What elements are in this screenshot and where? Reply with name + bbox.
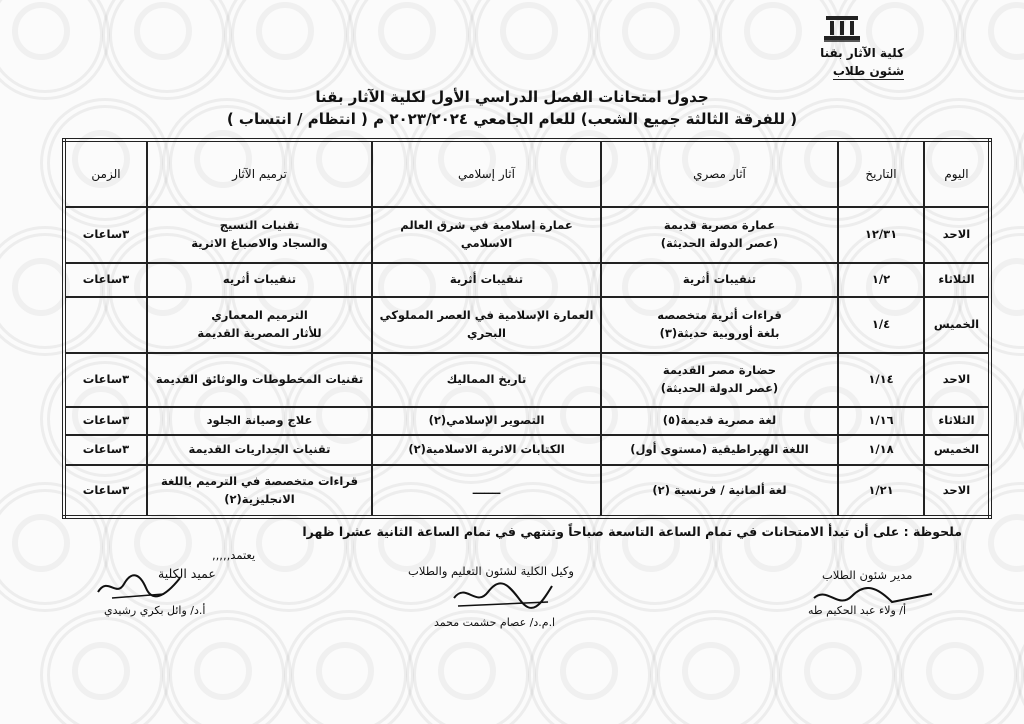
table-row [64, 353, 990, 407]
islamic-archaeology-cell [372, 435, 601, 465]
restoration-cell [147, 465, 372, 517]
duration-cell [64, 207, 147, 263]
watermark-seal [162, 610, 292, 724]
cell-text-line: ١/٢١ [868, 482, 894, 497]
table-row [64, 207, 990, 263]
page-title: جدول امتحانات الفصل الدراسي الأول لكلية الآثار بقنا [315, 88, 709, 106]
page-subtitle: ( للفرقة الثالثة جميع الشعب) للعام الجامعي ٢٠٢٣/٢٠٢٤ م ( انتظام / انتساب ) [226, 110, 798, 128]
exam-note: ملحوظة : على أن تبدأ الامتحانات في تمام الساعة التاسعة صباحاً وتنتهي في تمام الساعة الثانية عشرا ظهرا [302, 524, 962, 539]
vice-dean-title: وكيل الكلية لشئون التعليم والطلاب [408, 564, 574, 578]
watermark-seal [224, 0, 354, 100]
watermark-seal [590, 0, 720, 100]
cell-text-line: والسجاد والاصباغ الاثرية [191, 236, 328, 250]
date-cell [838, 465, 924, 517]
cell-text-line: قراءات متخصصة في الترميم باللغة [161, 473, 358, 488]
watermark-seal [284, 610, 414, 724]
cell-text-line: علاج وصيانة الجلود [206, 413, 313, 428]
cell-text-line: الاحد [942, 227, 971, 242]
watermark-seal [1016, 354, 1024, 484]
duration-cell [64, 435, 147, 465]
cell-text-line: عمارة إسلامية في شرق العالم الاسلامي [400, 218, 573, 250]
table-row [64, 263, 990, 297]
cell-text-line: تنقيبات أثرية [449, 272, 524, 287]
watermark-seal [102, 0, 232, 100]
cell-text-line: الاحد [942, 482, 971, 497]
islamic-archaeology-cell [372, 297, 601, 353]
manager-title: مدير شئون الطلاب [822, 568, 913, 582]
cell-text-line: العمارة الإسلامية في العصر المملوكي [379, 308, 594, 323]
restoration-cell [147, 407, 372, 435]
cell-text-line: ٣ساعات [82, 372, 130, 387]
cell-text-line: اللغة الهيراطيقية (مستوى أول) [630, 442, 809, 457]
day-cell [924, 353, 990, 407]
department-name: شئون طلاب [832, 64, 904, 78]
cell-text-line: تنقيبات أثريه [222, 272, 297, 287]
table-row [64, 465, 990, 517]
date-cell [838, 353, 924, 407]
cell-text-line: للأثار المصرية القديمة [197, 326, 322, 340]
cell-text-line: حضارة مصر القديمة [662, 363, 777, 378]
watermark-seal [468, 0, 598, 100]
cell-text-line: تنقيبات أثرية [682, 272, 757, 287]
cell-text-line: الثلاثاء [938, 272, 975, 287]
egyptian-archaeology-cell [601, 263, 838, 297]
cell-text-line: ١/٢ [871, 272, 891, 287]
cell-text-line: ١/٤ [871, 317, 891, 332]
restoration-cell [147, 207, 372, 263]
cell-text-line: الخميس [933, 317, 980, 332]
cell-text-line: الانجليزية(٢) [224, 491, 295, 506]
vice-dean-signature [448, 578, 558, 612]
islamic-archaeology-cell [372, 465, 601, 517]
watermark-seal [772, 610, 902, 724]
egyptian-archaeology-cell [601, 435, 838, 465]
faculty-logo [820, 14, 864, 44]
date-cell [838, 263, 924, 297]
table-body [64, 207, 990, 517]
watermark-seal [346, 0, 476, 100]
cell-text-line: عمارة مصرية قديمة [663, 218, 776, 233]
cell-text-line: ١٢/٣١ [864, 227, 898, 242]
cell-text-line: تقنيات النسيج [219, 218, 300, 233]
watermark-seal [0, 0, 110, 100]
cell-text-line: الخميس [933, 442, 980, 457]
cell-text-line: ٣ساعات [82, 442, 130, 457]
cell-text-line: ٣ساعات [82, 482, 130, 497]
exam-schedule-table [62, 138, 992, 519]
cell-text-line: البحري [467, 326, 506, 340]
cell-text-line: بلغة أوروبية حديثة(٣) [659, 326, 780, 340]
cell-text-line: تاريخ المماليك [446, 372, 527, 387]
cell-text-line: ٣ساعات [82, 413, 130, 428]
duration-cell [64, 353, 147, 407]
column-header-restoration: ترميم الآثار [147, 140, 372, 207]
day-cell [924, 263, 990, 297]
islamic-archaeology-cell [372, 207, 601, 263]
egyptian-archaeology-cell [601, 465, 838, 517]
duration-cell [64, 465, 147, 517]
date-cell [838, 407, 924, 435]
faculty-name: كلية الآثار بقنا [820, 46, 904, 60]
cell-text-line: تقنيات الجداريات القديمة [188, 442, 331, 457]
duration-cell [64, 263, 147, 297]
duration-cell [64, 297, 147, 353]
duration-cell [64, 407, 147, 435]
cell-text-line: التصوير الإسلامي(٢) [428, 413, 545, 428]
cell-text-line: الترميم المعماري [211, 308, 308, 323]
cell-text-line: لغة ألمانية / فرنسية (٢) [652, 482, 787, 497]
islamic-archaeology-cell [372, 407, 601, 435]
dean-title: عميد الكلية [158, 566, 216, 581]
column-header-duration: الزمن [64, 140, 147, 207]
cell-text-line: الثلاثاء [938, 413, 975, 428]
cell-text-line: ١/١٦ [868, 413, 894, 428]
cell-text-line: ـــــــ [472, 482, 501, 497]
watermark-seal [956, 0, 1024, 100]
restoration-cell [147, 353, 372, 407]
egyptian-archaeology-cell [601, 207, 838, 263]
day-cell [924, 207, 990, 263]
islamic-archaeology-cell [372, 353, 601, 407]
watermark-seal [650, 610, 780, 724]
column-header-day: اليوم [924, 140, 990, 207]
watermark-seal [894, 610, 1024, 724]
islamic-archaeology-cell [372, 263, 601, 297]
day-cell [924, 435, 990, 465]
dean-name: أ.د/ وائل بكري رشيدي [104, 604, 206, 617]
restoration-cell [147, 263, 372, 297]
table-row [64, 297, 990, 353]
egyptian-archaeology-cell [601, 407, 838, 435]
table-header-row [64, 140, 990, 207]
watermark-seal [40, 610, 170, 724]
table-row [64, 407, 990, 435]
cell-text-line: الكتابات الاثرية الاسلامية(٢) [408, 442, 565, 457]
date-cell [838, 207, 924, 263]
egyptian-archaeology-cell [601, 353, 838, 407]
cell-text-line: الاحد [942, 372, 971, 387]
egyptian-archaeology-cell [601, 297, 838, 353]
watermark-seal [1016, 610, 1024, 724]
date-cell [838, 297, 924, 353]
cell-text-line: قراءات أثرية متخصصه [657, 308, 782, 323]
cell-text-line: تقنيات المخطوطات والوثائق القديمة [155, 372, 364, 387]
cell-text-line: ٣ساعات [82, 227, 130, 242]
table-row [64, 435, 990, 465]
cell-text-line: ١/١٨ [868, 442, 894, 457]
cell-text-line: لغة مصرية قديمة(٥) [662, 413, 777, 428]
column-header-islamic: آثار إسلامي [372, 140, 601, 207]
day-cell [924, 297, 990, 353]
cell-text-line: ٣ساعات [82, 272, 130, 287]
vice-dean-name: ا.م.د/ عصام حشمت محمد [434, 616, 556, 629]
column-header-egyptian: آثار مصري [601, 140, 838, 207]
restoration-cell [147, 297, 372, 353]
day-cell [924, 407, 990, 435]
cell-text-line: (عصر الدولة الحديثة) [660, 381, 779, 395]
column-header-date: التاريخ [838, 140, 924, 207]
cell-text-line: ١/١٤ [868, 372, 894, 387]
cell-text-line: (عصر الدولة الحديثة) [660, 236, 779, 250]
dean-signature [94, 568, 184, 604]
manager-name: أ/ ولاء عبد الحكيم طه [808, 604, 907, 617]
restoration-cell [147, 435, 372, 465]
date-cell [838, 435, 924, 465]
day-cell [924, 465, 990, 517]
approval-label: يعتمد,,,,, [212, 548, 256, 562]
